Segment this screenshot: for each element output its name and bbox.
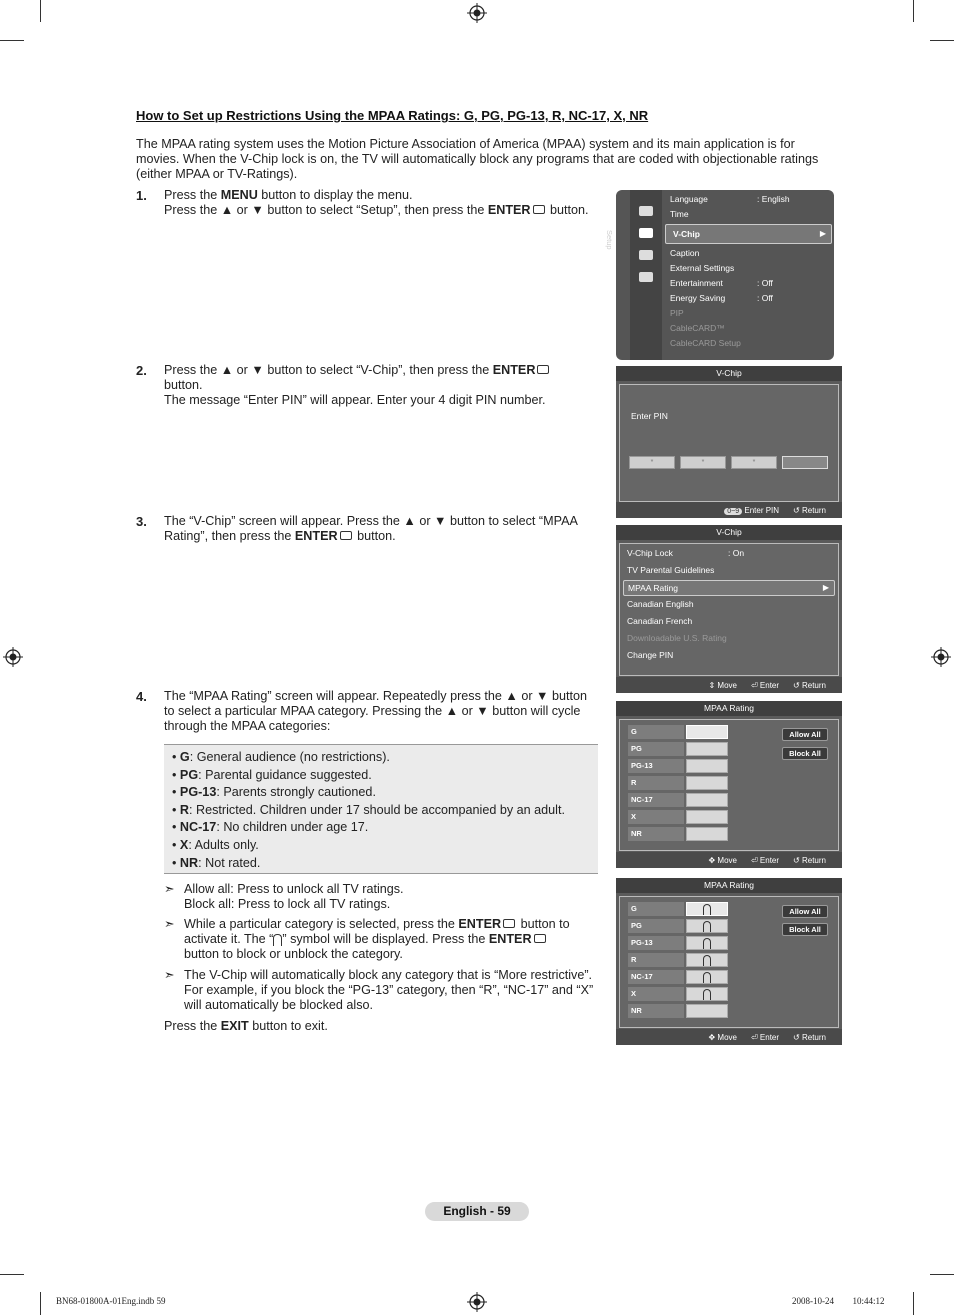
menu-item-change-pin[interactable]: Change PIN (627, 650, 674, 660)
screen-footer: 0~9 Enter PIN ↺ Return (616, 502, 842, 518)
registration-mark-icon (3, 647, 23, 667)
return-icon: ↺ (793, 505, 800, 515)
application-icon (639, 272, 653, 282)
page-title: How to Set up Restrictions Using the MPAA Ratings: G, PG, PG-13, R, NC-17, X, NR (136, 108, 649, 123)
print-slug-file: BN68-01800A-01Eng.indb 59 (56, 1296, 166, 1306)
category-item: • X: Adults only. (172, 837, 259, 852)
step-3-text: The “V-Chip” screen will appear. Press the ▲ or ▼ button to select “MPAA Rating”, then press the ENTER button. (164, 514, 578, 544)
menu-item-tv-parental[interactable]: TV Parental Guidelines (627, 565, 715, 575)
pin-digit[interactable]: * (629, 456, 675, 469)
mpaa-panel: G PG PG-13 R NC-17 X NR Allow All Block All (619, 719, 839, 851)
menu-item-entertainment[interactable]: Entertainment : Off (670, 278, 773, 288)
registration-mark-icon (467, 1292, 487, 1312)
exit-instruction: Press the EXIT button to exit. (164, 1019, 328, 1033)
pin-digit[interactable]: * (731, 456, 777, 469)
setup-side-label: Setup (605, 230, 614, 250)
step-4-text: The “MPAA Rating” screen will appear. Repeatedly press the ▲ or ▼ button to select a particular MPAA category. Pressing the ▲ or ▼ button will cycle through the MPAA categories: (164, 689, 588, 734)
enter-pin-label: Enter PIN (631, 411, 668, 421)
return-icon: ↺ (793, 680, 800, 690)
crop-mark (0, 1274, 24, 1275)
mpaa-rating-locked-screen (616, 878, 842, 1045)
step-2-text: Press the ▲ or ▼ button to select “V-Chip”, then press the ENTER button. The message “Enter PIN” will appear. Enter your 4 digit PIN number. (164, 363, 604, 409)
page-number: English - 59 (425, 1202, 529, 1221)
return-icon: ↺ (793, 1032, 800, 1042)
screen-title: MPAA Rating (616, 878, 842, 893)
crop-mark (930, 40, 954, 41)
note-arrow-icon: ➣ (164, 917, 175, 931)
category-item: • PG-13: Parents strongly cautioned. (172, 785, 376, 800)
menu-item-canadian-french[interactable]: Canadian French (627, 616, 693, 626)
number-key-badge: 0~9 (724, 508, 742, 515)
step-number: 4. (136, 689, 147, 704)
menu-item-caption[interactable]: Caption (670, 248, 700, 258)
menu-item-mpaa-rating[interactable]: MPAA Rating ▶ (623, 580, 835, 596)
menu-item-cablecard-setup: CableCARD Setup (670, 338, 741, 348)
category-item: • NR: Not rated. (172, 855, 261, 870)
allow-all-button[interactable]: Allow All (782, 728, 828, 741)
registration-mark-icon (467, 3, 487, 23)
crop-mark (930, 1274, 954, 1275)
note-arrow-icon: ➣ (164, 968, 175, 982)
registration-mark-icon (931, 647, 951, 667)
arrow-right-icon: ▶ (822, 583, 829, 592)
lock-icon (703, 955, 711, 966)
note-arrow-icon: ➣ (164, 882, 175, 896)
menu-item-external-settings[interactable]: External Settings (670, 263, 735, 273)
lock-icon (703, 921, 711, 932)
enter-icon: ⏎ (750, 855, 758, 865)
menu-item-downloadable-rating: Downloadable U.S. Rating (627, 633, 727, 643)
setup-gear-icon (639, 228, 653, 238)
enter-icon (340, 531, 352, 540)
arrow-right-icon: ▶ (819, 229, 826, 238)
mpaa-categories-box (164, 744, 598, 874)
step-number: 1. (136, 188, 147, 203)
lock-icon (703, 972, 711, 983)
crop-mark (40, 0, 41, 22)
screen-footer: ⇕ Move ⏎ Enter ↺ Return (616, 677, 842, 693)
category-item: • G: General audience (no restrictions). (172, 750, 390, 764)
enter-icon: ⏎ (750, 1032, 758, 1042)
input-icon (639, 250, 653, 260)
block-all-button[interactable]: Block All (782, 747, 828, 760)
screen-footer: ✥ Move ⏎ Enter ↺ Return (616, 852, 842, 868)
setup-menu-screen (605, 190, 834, 360)
picture-icon (639, 206, 653, 216)
note-more-restrictive: ➣ The V-Chip will automatically block any category that is “More restrictive”. For example, if you block the “PG-13” category, then “R”, “NC-17” and “X” will automatically be blocked also. (164, 968, 594, 1013)
pin-panel (619, 384, 839, 502)
vchip-menu-screen (616, 525, 842, 693)
screen-footer: ✥ Move ⏎ Enter ↺ Return (616, 1029, 842, 1045)
intro-paragraph: The MPAA rating system uses the Motion Picture Association of America (MPAA) system and its main application is for movies. When the V-Chip lock is on, the TV will automatically block any programs that are coded with objectionable ratings (either MPAA or TV-Ratings). (136, 137, 819, 181)
move-icon: ⇕ (708, 680, 716, 690)
enter-icon: ⏎ (750, 680, 758, 690)
crop-mark (913, 1292, 914, 1315)
step-number: 2. (136, 363, 147, 378)
block-all-button[interactable]: Block All (782, 923, 828, 936)
note-allow-block: ➣ Allow all: Press to unlock all TV ratings. Block all: Press to lock all TV ratings. (164, 882, 404, 912)
note-lock-symbol: ➣ While a particular category is selected, press the ENTER button to activate it. The “ ” symbol will be displayed. Press the ENTER button to block or unblock the category. (164, 917, 570, 962)
print-slug-date: 2008-10-24 ￿￿ 10:44:12 (792, 1296, 885, 1306)
return-icon: ↺ (793, 855, 800, 865)
enter-icon (503, 919, 515, 928)
enter-icon (537, 365, 549, 374)
category-item: • PG: Parental guidance suggested. (172, 767, 372, 782)
allow-all-button[interactable]: Allow All (782, 905, 828, 918)
menu-item-vchip[interactable]: V-Chip ▶ (665, 224, 832, 244)
screen-title: V-Chip (616, 525, 842, 540)
crop-mark (913, 0, 914, 22)
menu-item-energy-saving[interactable]: Energy Saving : Off (670, 293, 773, 303)
menu-item-canadian-english[interactable]: Canadian English (627, 599, 694, 609)
lock-icon (703, 904, 711, 915)
enter-icon (533, 205, 545, 214)
pin-digit[interactable] (782, 456, 828, 469)
lock-icon (703, 938, 711, 949)
mpaa-panel: G PG PG-13 R NC-17 X NR Allow All Block All (619, 896, 839, 1028)
move-icon: ✥ (708, 1032, 716, 1042)
category-item: • NC-17: No children under age 17. (172, 820, 369, 835)
step-1-text: Press the MENU button to display the menu. Press the ▲ or ▼ button to select “Setup”, then press the ENTER button. (164, 188, 589, 218)
lock-icon (703, 989, 711, 1000)
menu-item-pip: PIP (670, 308, 684, 318)
menu-item-vchip-lock[interactable]: V-Chip Lock : On (627, 548, 745, 558)
enter-pin-screen (616, 366, 842, 518)
menu-item-cablecard: CableCARD™ (670, 323, 725, 333)
menu-item-language[interactable]: Language : English (670, 194, 790, 204)
crop-mark (40, 1292, 41, 1315)
menu-item-time[interactable]: Time (670, 209, 689, 219)
mpaa-rating-screen (616, 701, 842, 868)
screen-title: V-Chip (616, 366, 842, 381)
pin-digit[interactable]: * (680, 456, 726, 469)
screen-title: MPAA Rating (616, 701, 842, 716)
move-icon: ✥ (708, 855, 716, 865)
menu-icons-strip (630, 190, 662, 360)
crop-mark (0, 40, 24, 41)
vchip-menu-panel (619, 543, 839, 676)
category-item: • R: Restricted. Children under 17 should be accompanied by an adult. (172, 802, 565, 817)
step-number: 3. (136, 514, 147, 529)
enter-icon (534, 934, 546, 943)
